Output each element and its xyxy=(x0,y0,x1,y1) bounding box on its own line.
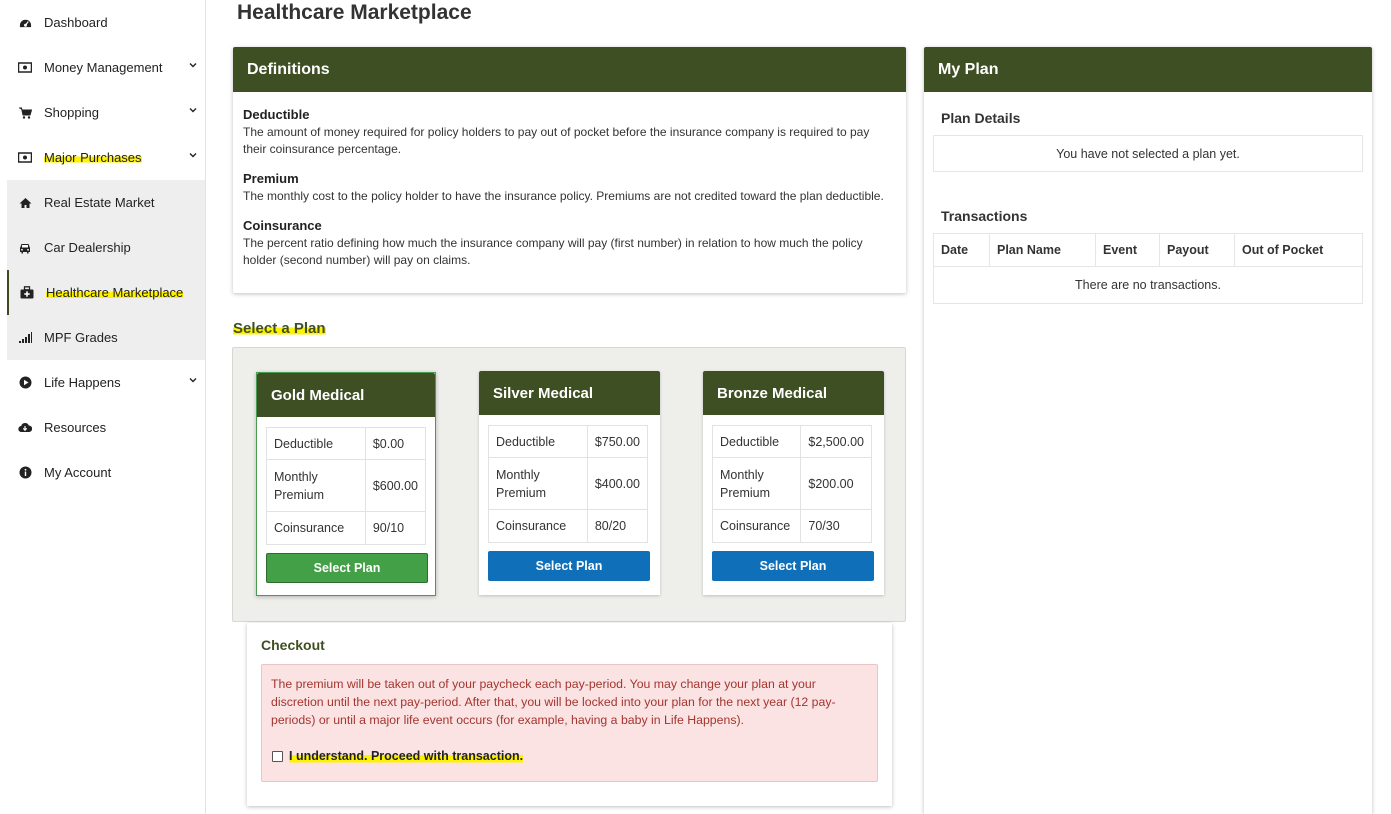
select-plan-button-bronze[interactable]: Select Plan xyxy=(712,551,874,581)
coinsurance-value: 80/20 xyxy=(587,510,647,543)
definition-term: Premium xyxy=(243,171,299,186)
my-plan-panel xyxy=(924,47,1372,814)
medkit-icon xyxy=(20,286,34,300)
definition-term: Deductible xyxy=(243,107,310,122)
coinsurance-value: 90/10 xyxy=(365,512,425,545)
plan-card-bronze[interactable] xyxy=(703,371,884,595)
cloud-download-icon xyxy=(18,421,32,435)
sidebar-item-car-dealership[interactable] xyxy=(7,225,205,270)
plan-card-gold[interactable] xyxy=(256,372,436,596)
sidebar-item-label: Real Estate Market xyxy=(44,195,155,210)
premium-label: Monthly Premium xyxy=(713,458,801,510)
sidebar-item-label: Resources xyxy=(44,420,107,435)
deductible-value: $0.00 xyxy=(365,428,425,460)
definition-item xyxy=(243,170,896,205)
cart-icon xyxy=(18,106,32,120)
coinsurance-label: Coinsurance xyxy=(489,510,588,543)
definition-text: The monthly cost to the policy holder to have the insurance policy. Premiums are not credited toward the plan deductible. xyxy=(243,189,884,203)
definitions-title: Definitions xyxy=(233,47,906,92)
deductible-value: $2,500.00 xyxy=(801,426,872,458)
plan-name: Gold Medical xyxy=(257,373,435,417)
select-plan-button-silver[interactable]: Select Plan xyxy=(488,551,650,581)
sidebar-item-label: Money Management xyxy=(44,60,163,75)
my-plan-title: My Plan xyxy=(924,47,1372,92)
column-header: Event xyxy=(1096,234,1160,267)
coinsurance-label: Coinsurance xyxy=(267,512,366,545)
transactions-empty: There are no transactions. xyxy=(934,267,1363,304)
sidebar-item-dashboard[interactable] xyxy=(0,0,205,45)
plan-details-table xyxy=(712,425,872,543)
sidebar-item-resources[interactable] xyxy=(0,405,205,450)
definition-text: The percent ratio defining how much the insurance company will pay (first number) in relation to how much the policy holder (second number) will pay on claims. xyxy=(243,236,863,267)
agree-label: I understand. Proceed with transaction. xyxy=(289,749,524,763)
column-header: Payout xyxy=(1160,234,1235,267)
plans-container xyxy=(232,347,906,622)
checkout-title: Checkout xyxy=(261,637,325,653)
definition-item xyxy=(243,217,896,269)
plan-details-table xyxy=(488,425,648,543)
plan-card-silver[interactable] xyxy=(479,371,660,595)
definition-text: The amount of money required for policy holders to pay out of pocket before the insurance company is required to pay their coinsurance percentage. xyxy=(243,125,870,156)
dashboard-icon xyxy=(18,16,32,30)
chevron-down-icon[interactable] xyxy=(189,151,197,159)
select-plan-heading: Select a Plan xyxy=(233,320,326,337)
sidebar-item-label: Dashboard xyxy=(44,15,108,30)
column-header: Plan Name xyxy=(990,234,1096,267)
chevron-down-icon[interactable] xyxy=(189,106,197,114)
home-icon xyxy=(18,196,32,210)
checkout-notice-text: The premium will be taken out of your paycheck each pay-period. You may change your plan at your discretion until the next pay-period. After that, you will be locked into your plan for the next year (12 pay-periods) or until a major life event occurs (for example, having a baby in Life Happens). xyxy=(271,677,836,727)
premium-label: Monthly Premium xyxy=(489,458,588,510)
definition-item xyxy=(243,106,896,158)
sidebar-item-healthcare-marketplace[interactable] xyxy=(7,270,205,315)
premium-label: Monthly Premium xyxy=(267,460,366,512)
chevron-down-icon[interactable] xyxy=(189,376,197,384)
column-header: Out of Pocket xyxy=(1235,234,1363,267)
plan-details-table xyxy=(266,427,426,545)
sidebar-item-life-happens[interactable] xyxy=(0,360,205,405)
page-title: Healthcare Marketplace xyxy=(237,1,472,24)
sidebar-item-label: Healthcare Marketplace xyxy=(46,285,184,300)
sidebar-item-mpf-grades[interactable] xyxy=(7,315,205,360)
sidebar-item-label: Car Dealership xyxy=(44,240,131,255)
select-plan-button-gold[interactable]: Select Plan xyxy=(266,553,428,583)
sidebar xyxy=(0,0,206,814)
info-circle-icon xyxy=(18,466,32,480)
sidebar-item-label: MPF Grades xyxy=(44,330,118,345)
coinsurance-value: 70/30 xyxy=(801,510,872,543)
agree-checkbox[interactable] xyxy=(272,751,283,762)
sidebar-item-label: Major Purchases xyxy=(44,150,142,165)
chevron-down-icon[interactable] xyxy=(189,61,197,69)
sidebar-item-major-purchases[interactable] xyxy=(0,135,205,180)
plan-details-empty: You have not selected a plan yet. xyxy=(933,135,1363,172)
coinsurance-label: Coinsurance xyxy=(713,510,801,543)
transactions-title: Transactions xyxy=(941,208,1028,224)
deductible-label: Deductible xyxy=(489,426,588,458)
sidebar-item-my-account[interactable] xyxy=(0,450,205,495)
plan-details-title: Plan Details xyxy=(941,110,1021,126)
sidebar-item-label: Shopping xyxy=(44,105,99,120)
sidebar-item-label: My Account xyxy=(44,465,112,480)
checkout-panel xyxy=(247,623,892,806)
signal-icon xyxy=(18,331,32,345)
sidebar-item-real-estate-market[interactable] xyxy=(7,180,205,225)
agree-checkbox-row[interactable] xyxy=(272,747,523,765)
deductible-value: $750.00 xyxy=(587,426,647,458)
premium-value: $600.00 xyxy=(365,460,425,512)
premium-value: $200.00 xyxy=(801,458,872,510)
premium-value: $400.00 xyxy=(587,458,647,510)
sidebar-item-label: Life Happens xyxy=(44,375,121,390)
transactions-table xyxy=(933,233,1363,304)
sidebar-item-shopping[interactable] xyxy=(0,90,205,135)
deductible-label: Deductible xyxy=(713,426,801,458)
money-icon xyxy=(18,61,32,75)
plan-name: Bronze Medical xyxy=(703,371,884,415)
definitions-panel xyxy=(233,47,906,293)
definition-term: Coinsurance xyxy=(243,218,322,233)
car-icon xyxy=(18,241,32,255)
sidebar-item-money-management[interactable] xyxy=(0,45,205,90)
plan-name: Silver Medical xyxy=(479,371,660,415)
money-icon xyxy=(18,151,32,165)
checkout-notice xyxy=(261,664,878,782)
column-header: Date xyxy=(934,234,990,267)
play-circle-icon xyxy=(18,376,32,390)
deductible-label: Deductible xyxy=(267,428,366,460)
